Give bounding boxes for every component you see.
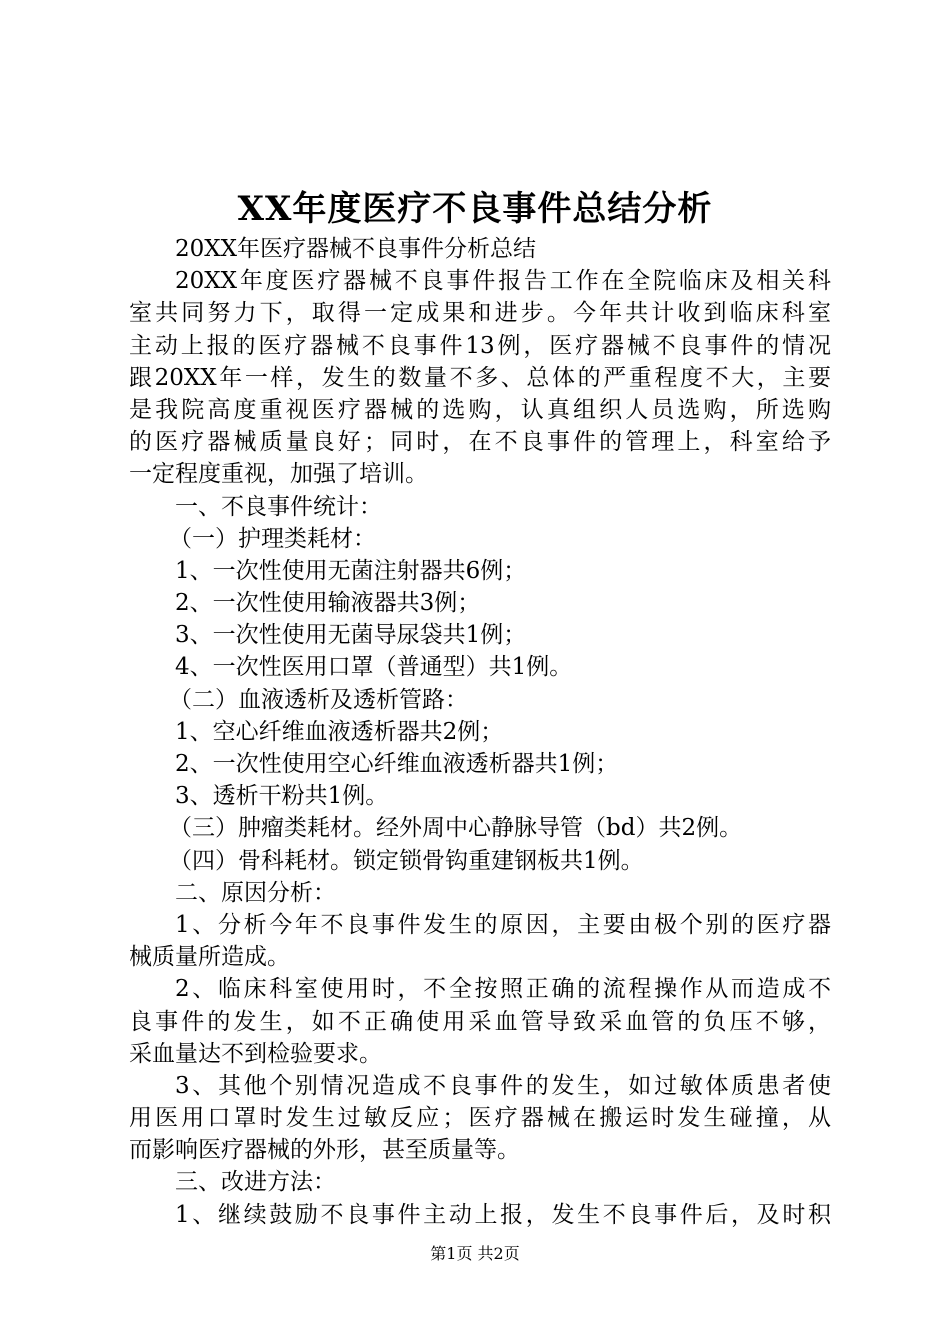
list-item: 3、透析干粉共1例。 — [175, 783, 389, 810]
list-item: 2、一次性使用输液器共3例； — [175, 590, 481, 617]
body-line: 械质量所造成。 — [129, 944, 290, 971]
body-line: 的医疗器械质量良好；同时，在不良事件的管理上，科室给予 — [129, 429, 831, 456]
document-title: XX年度医疗不良事件总结分析 — [237, 189, 713, 229]
page-number: 第1页 共2页 — [430, 1244, 520, 1263]
section-heading: 三、改进方法： — [175, 1169, 336, 1196]
document-body — [129, 233, 831, 1231]
list-item: 4、一次性医用口罩（普通型）共1例。 — [175, 654, 573, 681]
body-line: 采血量达不到检验要求。 — [129, 1040, 382, 1067]
body-line: 20XX年度医疗器械不良事件报告工作在全院临床及相关科 — [175, 268, 831, 295]
body-line: 2、临床科室使用时，不全按照正确的流程操作从而造成不 — [175, 976, 831, 1003]
subsection-heading: （二）血液透析及透析管路： — [169, 686, 468, 713]
section-heading: 二、原因分析： — [175, 879, 336, 906]
subsection-heading: （四）骨科耗材。锁定锁骨钩重建钢板共1例。 — [169, 847, 644, 874]
body-line: 室共同努力下，取得一定成果和进步。今年共计收到临床科室 — [129, 300, 831, 327]
body-line: 一定程度重视，加强了培训。 — [129, 461, 428, 488]
list-item: 3、一次性使用无菌导尿袋共1例； — [175, 622, 527, 649]
subsection-heading: （三）肿瘤类耗材。经外周中心静脉导管（bd）共2例。 — [169, 815, 743, 842]
list-item: 1、一次性使用无菌注射器共6例； — [175, 557, 527, 584]
body-line: 而影响医疗器械的外形，甚至质量等。 — [129, 1137, 520, 1164]
body-line: 良事件的发生，如不正确使用采血管导致采血管的负压不够， — [129, 1008, 831, 1035]
section-heading: 一、不良事件统计： — [175, 493, 382, 520]
subsection-heading: （一）护理类耗材： — [169, 525, 376, 552]
body-line: 1、分析今年不良事件发生的原因，主要由极个别的医疗器 — [175, 911, 831, 938]
body-line: 用医用口罩时发生过敏反应；医疗器械在搬运时发生碰撞，从 — [129, 1105, 831, 1132]
body-line: 20XX年医疗器械不良事件分析总结 — [175, 236, 537, 262]
body-line: 主动上报的医疗器械不良事件13例，医疗器械不良事件的情况 — [129, 332, 831, 359]
list-item: 2、一次性使用空心纤维血液透析器共1例； — [175, 751, 619, 777]
body-line: 1、继续鼓励不良事件主动上报，发生不良事件后，及时积 — [175, 1201, 831, 1228]
list-item: 1、空心纤维血液透析器共2例； — [175, 718, 504, 745]
body-line: 跟20XX年一样，发生的数量不多、总体的严重程度不大，主要 — [129, 364, 831, 391]
body-line: 3、其他个别情况造成不良事件的发生，如过敏体质患者使 — [175, 1072, 831, 1099]
body-line: 是我院高度重视医疗器械的选购，认真组织人员选购，所选购 — [129, 396, 831, 423]
